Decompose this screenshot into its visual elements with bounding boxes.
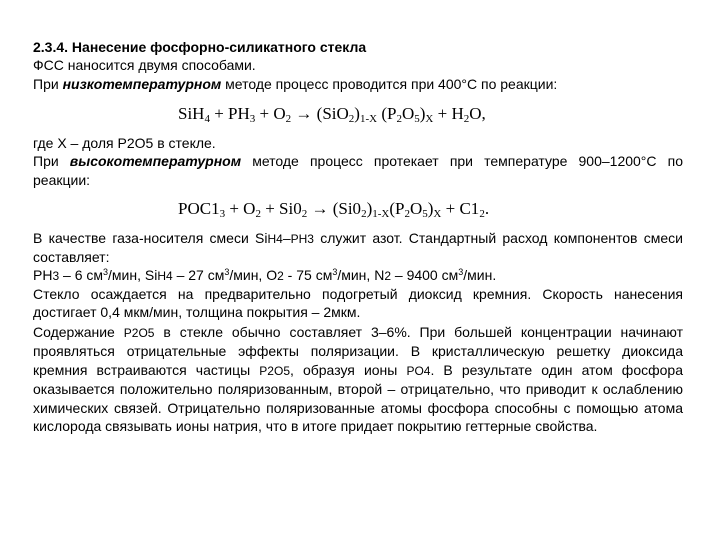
high-temp-prefix: При xyxy=(33,153,70,170)
low-temp-prefix: При xyxy=(33,75,63,92)
low-temp-suffix: методе процесс проводится при 400°С по реакции: xyxy=(221,75,558,92)
low-temp-paragraph xyxy=(33,75,683,93)
high-temp-emphasis: высокотемпературном xyxy=(69,153,242,170)
reaction-arrow: → xyxy=(291,104,317,123)
reaction-arrow: → xyxy=(307,199,333,218)
intro-text: ФСС наносится двумя способами. xyxy=(33,57,256,74)
low-temp-emphasis: низкотемпературном xyxy=(62,75,222,92)
where-text: где X – доля P2O5 в стекле. xyxy=(33,135,216,151)
deposition-paragraph: Стекло осаждается на предварительно подогретый диоксид кремния. Скорость нанесения достигает 0,4 мкм/мин, толщина покрытия – 2мкм. xyxy=(33,286,683,321)
flow-rates: PH3 – 6 $см^3$/мин, SiH4 – 27 $см^3$/мин, O2 - 75 $см^3$/мин, N2 – 9400 $см^3$/мин. xyxy=(33,267,497,283)
reaction-high-temp: $POC1_3 + O_2 + Si0_2 \to (Si0_2)_{1-X}(P_2O_5)_X + C1_2$. xyxy=(178,199,490,220)
content-paragraph: Содержание P2O5 в стекле обычно составляет 3–6%. При большей концентрации начинают проявляться отрицательные эффекты поляризации. В кристаллическую решетку диоксида кремния встраиваются частицы P2O5, образуя ионы PO4. В результате один атом фосфора оказывается положительно поляризованным, второй – отрицательно, что приводит к ослаблению химических связей. Отрицательно поляризованные атомы фосфора способны с помощью атома кислорода связывать ионы натрия, что в итоге придает покрытию геттерные свойства. xyxy=(33,324,683,435)
section-title: 2.3.4. Нанесение фосфорно-силикатного стекла xyxy=(33,39,367,55)
carrier-gas-paragraph: В качестве газа-носителя смеси SiH4–PH3 служит азот. Стандартный расход компонентов смеси составляет: xyxy=(33,230,683,266)
reaction-low-temp: $SiH_4 + PH_3 + O_2 \to (SiO_2)_{1-X}$ $(P_2O_5)_X + H_2O$, xyxy=(178,104,486,125)
high-temp-paragraph xyxy=(33,152,683,189)
high-temp-suffix: методе процесс протекает при температуре 900–1200°С по реакции: xyxy=(33,153,684,188)
